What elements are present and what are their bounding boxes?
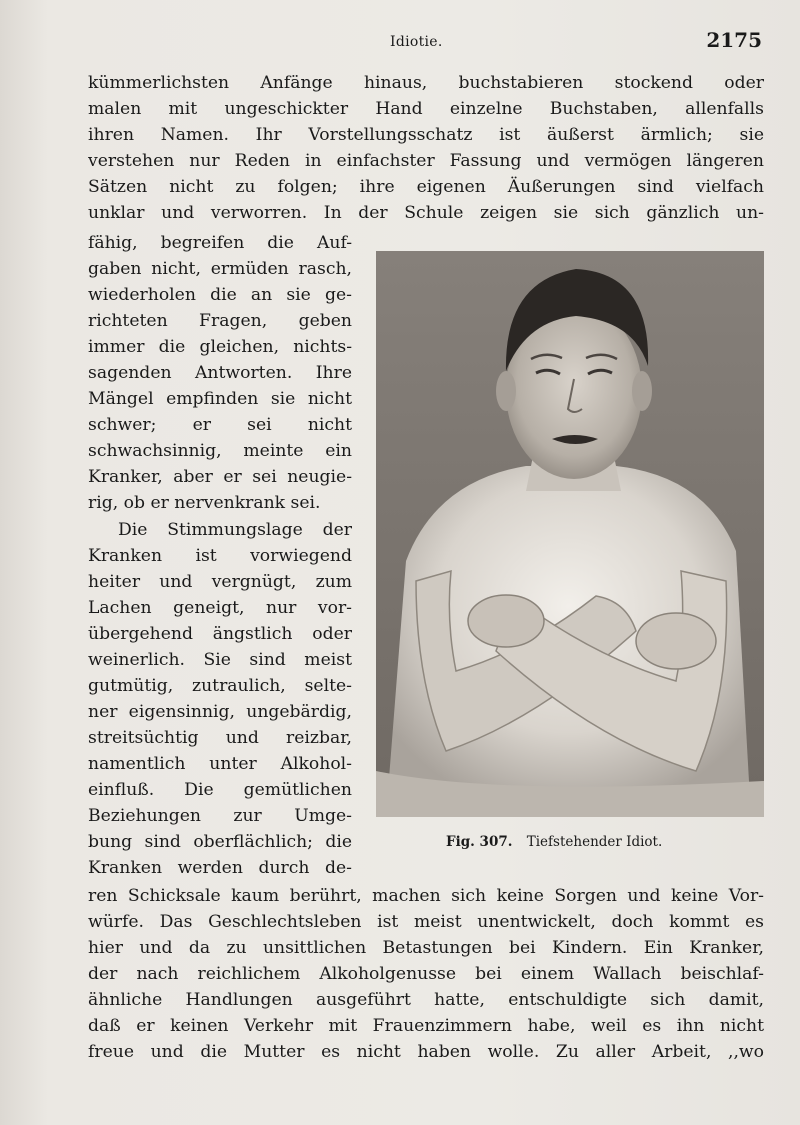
body-line: Sätzen nicht zu folgen; ihre eigenen Äußerungen sind vielfach (88, 177, 764, 197)
body-line: würfe. Das Geschlechtsleben ist meist unentwickelt, doch kommt es (88, 912, 764, 932)
column-line: rig, ob er nervenkrank sei. (88, 493, 321, 513)
column-line: bung sind oberflächlich; die (88, 832, 352, 852)
column-line: Kranker, aber er sei neugie- (88, 467, 352, 487)
patient-photograph (376, 251, 764, 817)
column-line: Die Stimmungslage der (118, 520, 352, 540)
figure-caption-text: Tiefstehender Idiot. (526, 834, 663, 850)
column-line: Lachen geneigt, nur vor- (88, 598, 352, 618)
column-line: immer die gleichen, nichts- (88, 337, 352, 357)
column-line: sagenden Antworten. Ihre (88, 363, 352, 383)
column-line: Kranken ist vorwiegend (88, 546, 352, 566)
figure-label: Fig. 307. (446, 834, 513, 850)
column-line: richteten Fragen, geben (88, 311, 352, 331)
body-line: ihren Namen. Ihr Vorstellungsschatz ist äußerst ärmlich; sie (88, 125, 764, 145)
body-line: der nach reichlichem Alkoholgenusse bei einem Wallach beischlaf- (88, 964, 764, 984)
column-line: namentlich unter Alkohol- (88, 754, 352, 774)
column-line: schwer; er sei nicht (88, 415, 352, 435)
column-line: wiederholen die an sie ge- (88, 285, 352, 305)
column-line: Beziehungen zur Umge- (88, 806, 352, 826)
body-line: verstehen nur Reden in einfachster Fassung und vermögen längeren (88, 151, 764, 171)
column-line: gutmütig, zutraulich, selte- (88, 676, 352, 696)
body-line: hier und da zu unsittlichen Betastungen bei Kindern. Ein Kranker, (88, 938, 764, 958)
body-line: daß er keinen Verkehr mit Frauenzimmern habe, weil es ihn nicht (88, 1016, 764, 1036)
page-number: 2175 (706, 28, 762, 52)
column-line: fähig, begreifen die Auf- (88, 233, 352, 253)
photo-illustration (376, 251, 764, 817)
column-line: übergehend ängstlich oder (88, 624, 352, 644)
body-line: kümmerlichsten Anfänge hinaus, buchstabieren stockend oder (88, 73, 764, 93)
column-line: heiter und vergnügt, zum (88, 572, 352, 592)
running-title: Idiotie. (390, 34, 443, 50)
page-header (0, 28, 800, 58)
column-line: gaben nicht, ermüden rasch, (88, 259, 352, 279)
column-line: ner eigensinnig, ungebärdig, (88, 702, 352, 722)
column-line: streitsüchtig und reizbar, (88, 728, 352, 748)
column-line: Mängel empfinden sie nicht (88, 389, 352, 409)
body-line: ren Schicksale kaum berührt, machen sich keine Sorgen und keine Vor- (88, 886, 764, 906)
figure-caption (446, 834, 662, 850)
body-line: freue und die Mutter es nicht haben wolle. Zu aller Arbeit, ,,wo (88, 1042, 764, 1062)
column-line: einfluß. Die gemütlichen (88, 780, 352, 800)
column-line: weinerlich. Sie sind meist (88, 650, 352, 670)
column-line: schwachsinnig, meinte ein (88, 441, 352, 461)
body-line: malen mit ungeschickter Hand einzelne Buchstaben, allenfalls (88, 99, 764, 119)
body-line: ähnliche Handlungen ausgeführt hatte, entschuldigte sich damit, (88, 990, 764, 1010)
body-line: unklar und verworren. In der Schule zeigen sie sich gänzlich un- (88, 203, 764, 223)
column-line: Kranken werden durch de- (88, 858, 352, 878)
